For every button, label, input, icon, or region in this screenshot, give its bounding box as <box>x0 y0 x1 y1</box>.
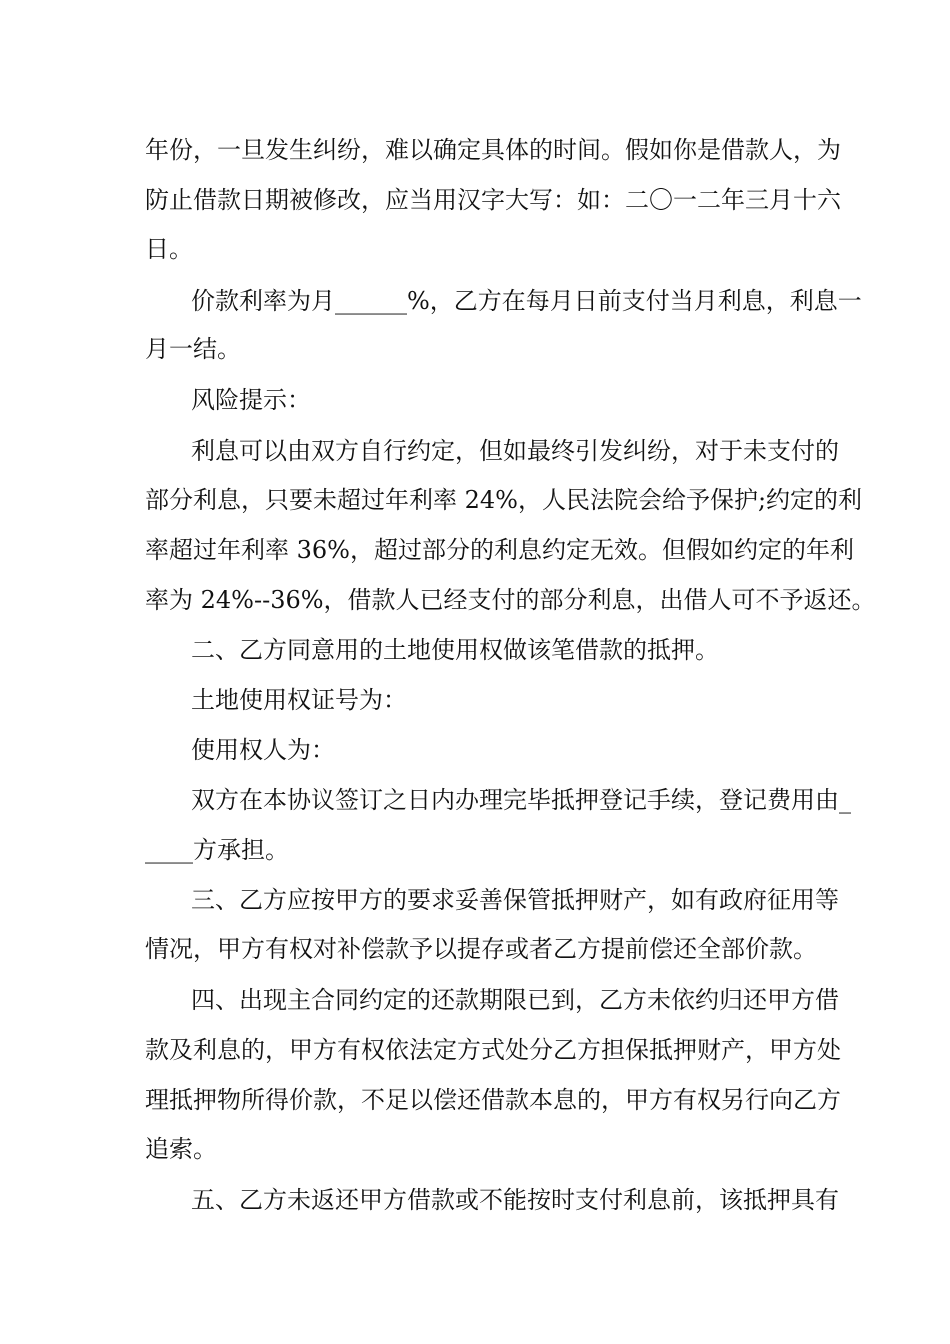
text-line: 情况，甲方有权对补偿款予以提存或者乙方提前偿还全部价款。 <box>145 935 817 963</box>
text-line: 价款利率为月______%，乙方在每月日前支付当月利息，利息一 <box>191 287 862 315</box>
text-line: 理抵押物所得价款，不足以偿还借款本息的，甲方有权另行向乙方 <box>145 1086 841 1114</box>
text-line: 率超过年利率 36%，超过部分的利息约定无效。但假如约定的年利 <box>145 536 854 564</box>
text-line: 追索。 <box>145 1135 217 1163</box>
text-line: 双方在本协议签订之日内办理完毕抵押登记手续，登记费用由_ <box>191 786 851 814</box>
text-line: 二、乙方同意用的土地使用权做该笔借款的抵押。 <box>191 636 719 664</box>
text-line: 防止借款日期被修改，应当用汉字大写：如：二〇一二年三月十六 <box>145 186 841 214</box>
text-line: 三、乙方应按甲方的要求妥善保管抵押财产，如有政府征用等 <box>191 886 839 914</box>
text-line: 五、乙方未返还甲方借款或不能按时支付利息前，该抵押具有 <box>191 1186 839 1214</box>
text-line: 部分利息，只要未超过年利率 24%，人民法院会给予保护;约定的利 <box>145 486 863 514</box>
text-line: 款及利息的，甲方有权依法定方式处分乙方担保抵押财产，甲方处 <box>145 1036 841 1064</box>
text-line: 日。 <box>145 235 193 263</box>
text-line: 率为 24%--36%，借款人已经支付的部分利息，出借人可不予返还。 <box>145 586 876 614</box>
text-line: 月一结。 <box>145 335 241 363</box>
text-line: 使用权人为： <box>191 736 335 764</box>
text-line: 年份，一旦发生纠纷，难以确定具体的时间。假如你是借款人，为 <box>145 136 841 164</box>
text-line: ____方承担。 <box>145 836 289 864</box>
text-line: 利息可以由双方自行约定，但如最终引发纠纷，对于未支付的 <box>191 437 839 465</box>
text-line: 风险提示： <box>191 386 311 414</box>
text-line: 土地使用权证号为： <box>191 686 407 714</box>
text-line: 四、出现主合同约定的还款期限已到，乙方未依约归还甲方借 <box>191 986 839 1014</box>
